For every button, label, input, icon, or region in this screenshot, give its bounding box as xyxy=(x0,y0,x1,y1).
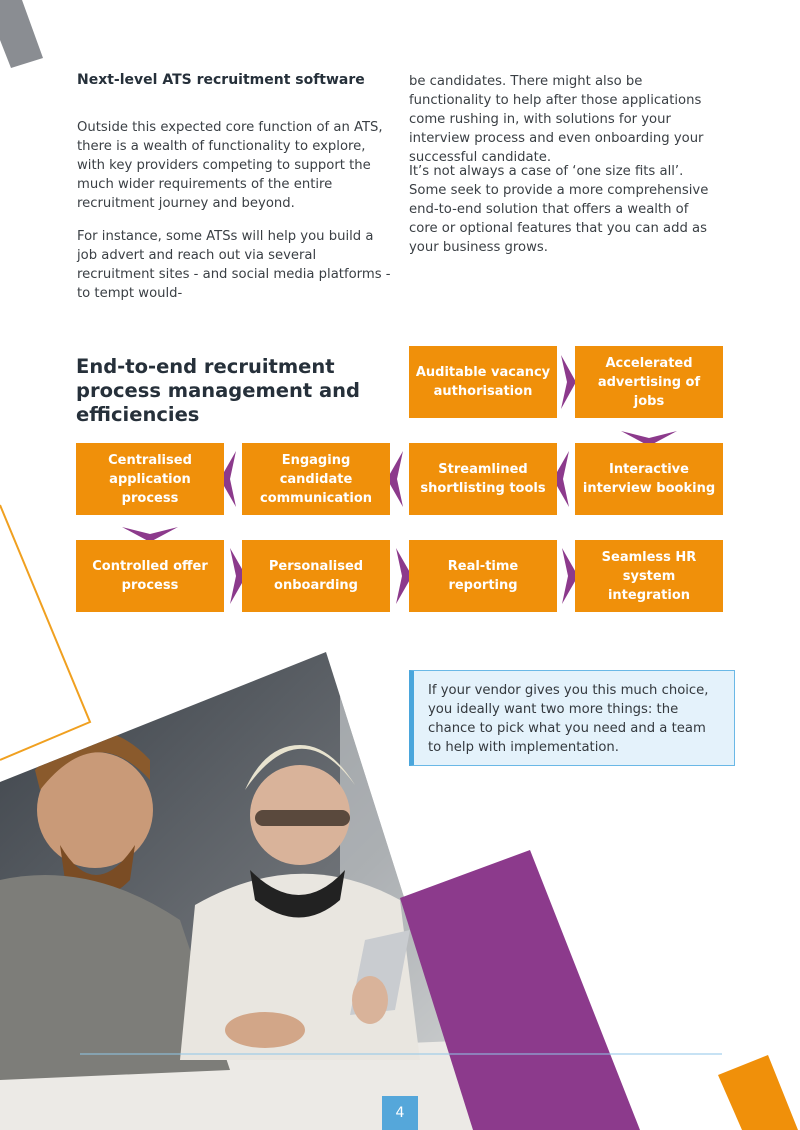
left-paragraph-1: Outside this expected core function of an ATS, there is a wealth of functionality to explore, with key providers competing to support the much wider requirements of the entire recruitment journey and beyond. xyxy=(77,120,383,211)
orange-slash-shape xyxy=(718,1055,798,1130)
section-heading: Next-level ATS recruitment software xyxy=(77,72,365,88)
process-step-label: Personalised onboarding xyxy=(268,559,364,593)
arrow-right-1 xyxy=(561,355,576,409)
right-paragraph-1: be candidates. There might also be functionality to help after those applications come rushing in, with solutions for your interview process and even onboarding your successful candidate. xyxy=(409,74,704,165)
process-step xyxy=(409,346,557,418)
process-step xyxy=(409,540,557,612)
process-step-label: Centralised application process xyxy=(108,452,192,506)
process-step-label: Controlled offer process xyxy=(92,559,208,593)
left-paragraph-2: For instance, some ATSs will help you build a job advert and reach out via several recruitment sites - and social media platforms - to tempt would- xyxy=(77,229,391,301)
process-step-label: Interactive interview booking xyxy=(582,462,716,496)
process-step xyxy=(76,443,224,515)
process-step xyxy=(575,443,723,515)
process-step xyxy=(409,443,557,515)
process-step-label: Seamless HR system integration xyxy=(601,549,697,603)
process-step xyxy=(575,540,723,612)
process-heading: End-to-end recruitment process management and efficiencies xyxy=(76,355,360,426)
process-step xyxy=(242,540,390,612)
process-step-label: Real-time reporting xyxy=(447,559,519,593)
process-step-label: Engaging candidate communication xyxy=(259,452,373,506)
process-step xyxy=(242,443,390,515)
grey-slash-shape xyxy=(0,0,43,68)
process-step-label: Streamlined shortlisting tools xyxy=(420,462,546,496)
right-paragraph-2: It’s not always a case of ‘one size fits all’. Some seek to provide a more comprehensive end-to-end solution that offers a wealth of core or optional features that you can add as your business grows. xyxy=(409,164,709,255)
process-step xyxy=(76,540,224,612)
process-step-label: Accelerated advertising of jobs xyxy=(597,355,701,409)
process-step xyxy=(575,346,723,418)
page-number: 4 xyxy=(382,1096,418,1130)
callout-text: If your vendor gives you this much choice, you ideally want two more things: the chance to pick what you need and a team to help with implementation. xyxy=(428,683,709,755)
callout-box xyxy=(409,670,735,766)
process-step-label: Auditable vacancy authorisation xyxy=(415,365,551,399)
